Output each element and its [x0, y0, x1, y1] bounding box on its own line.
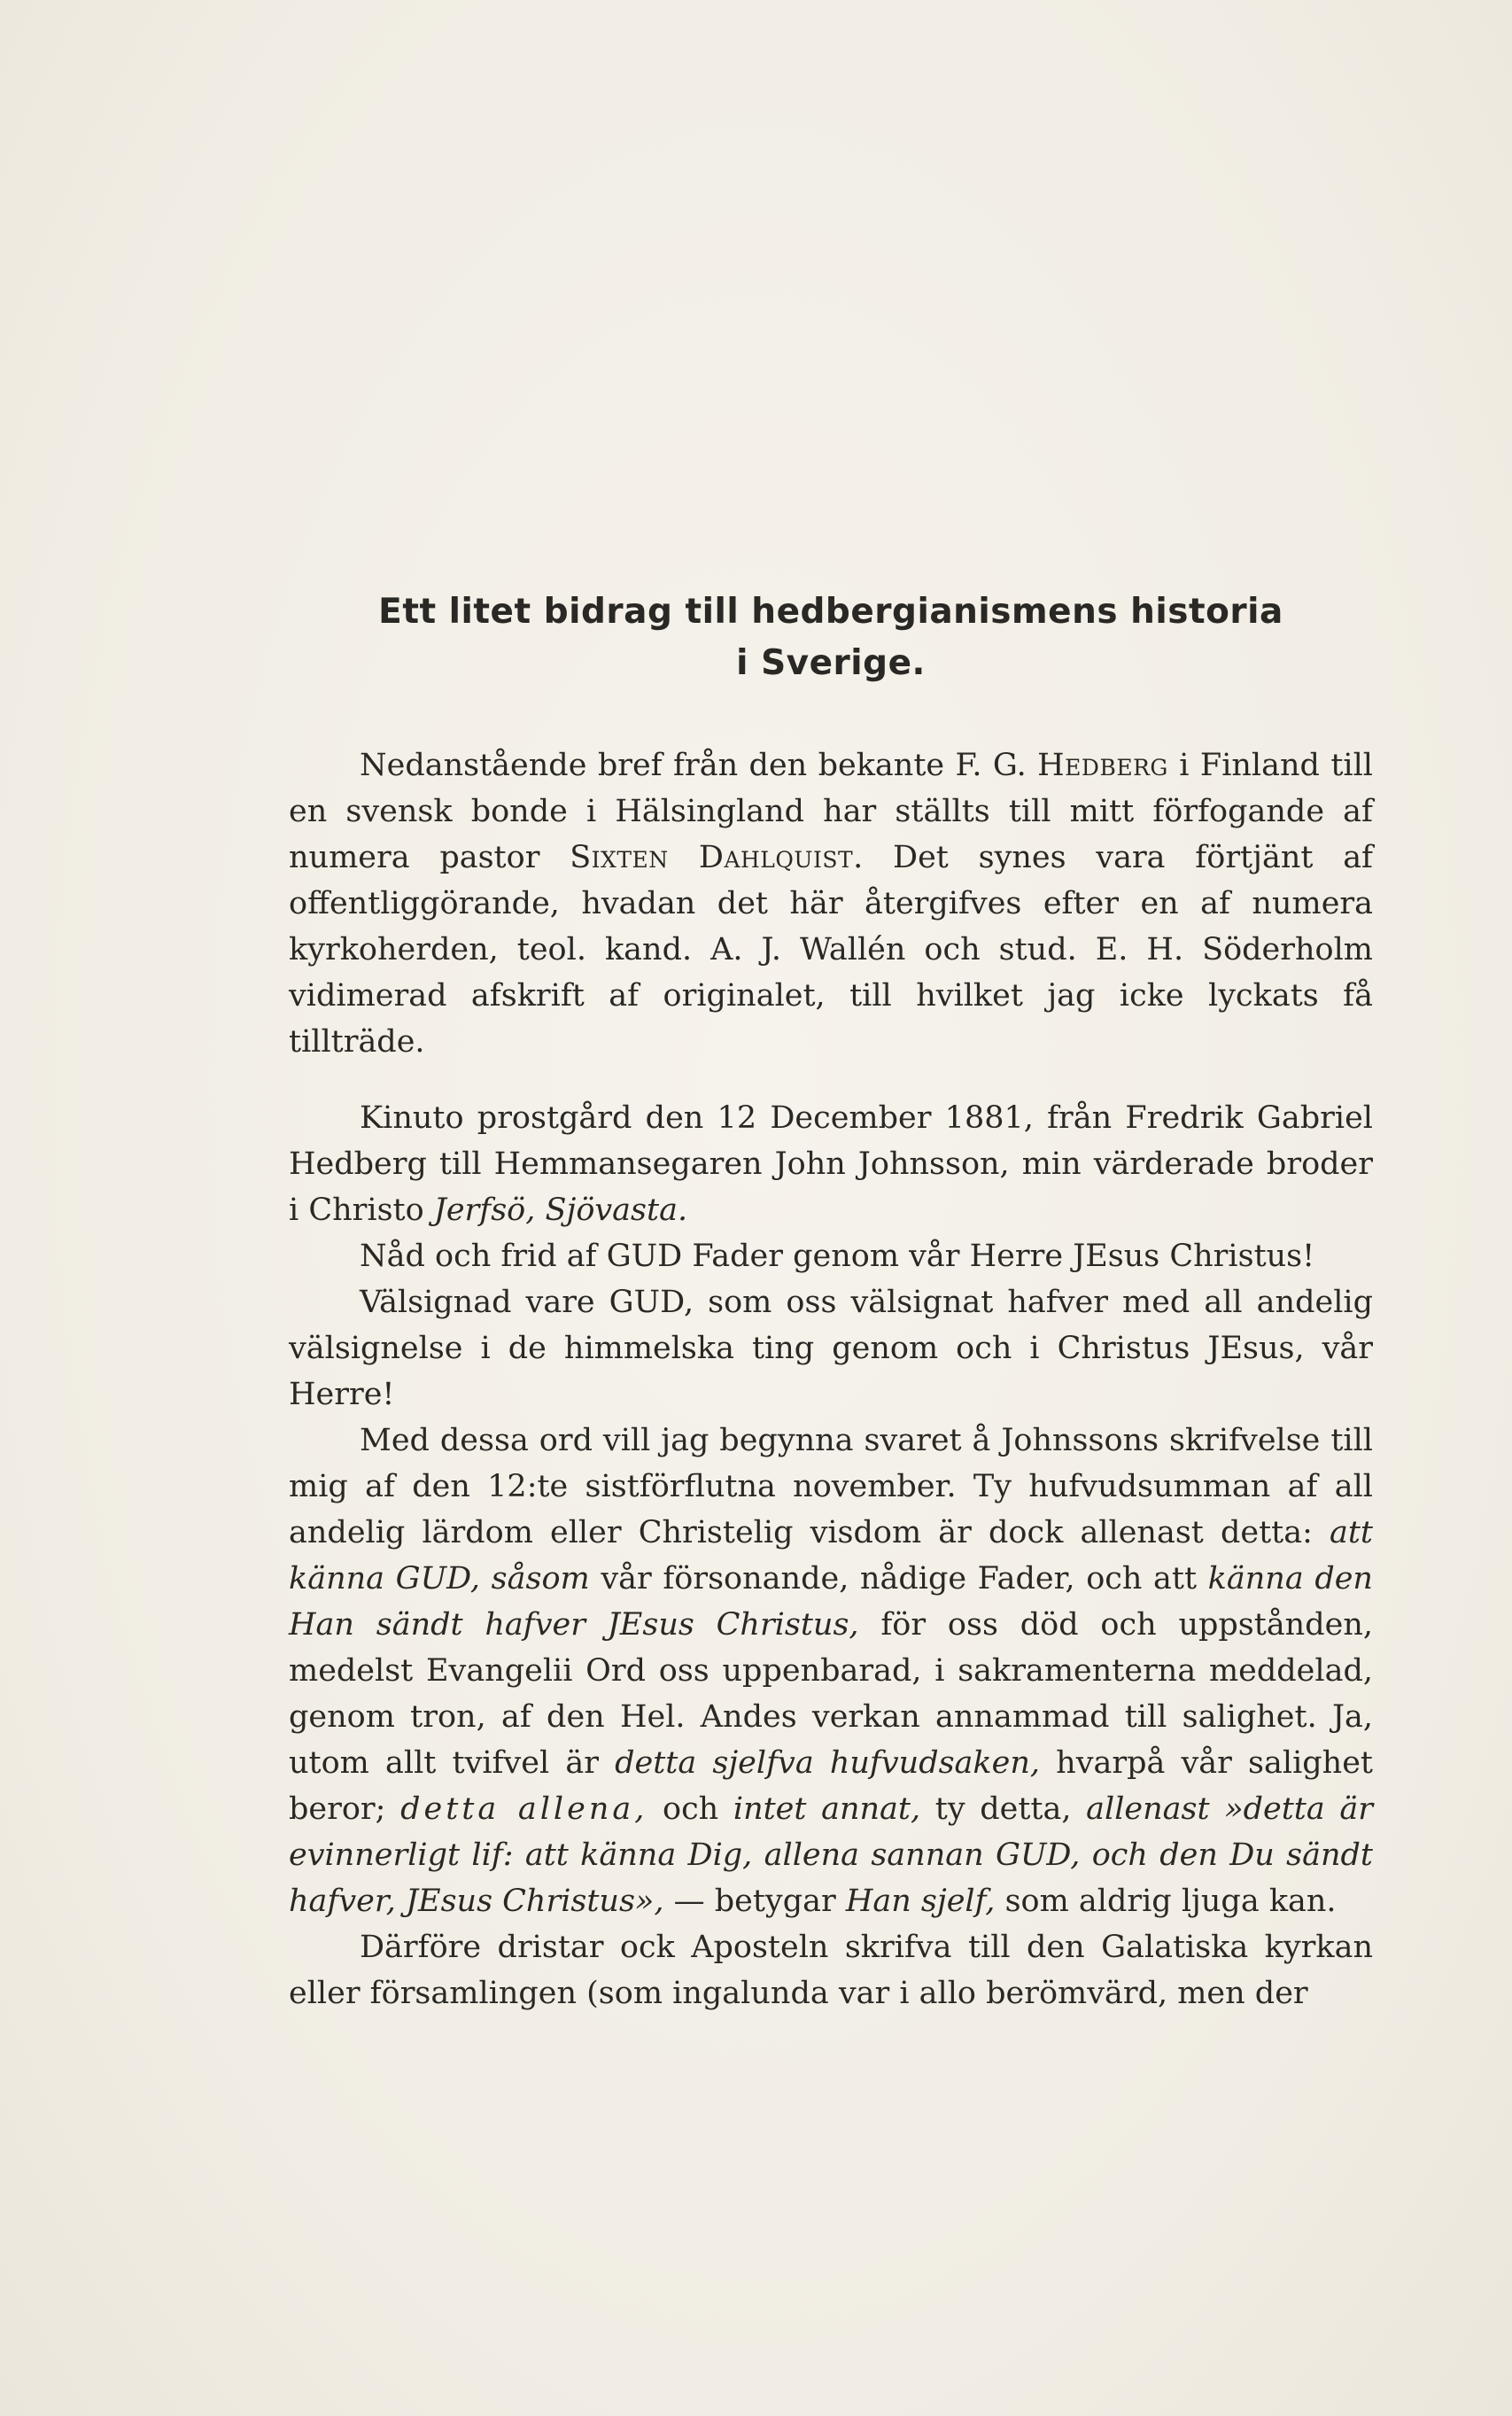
main-italic-3: detta sjelfva hufvudsaken,	[615, 1745, 1041, 1781]
last-paragraph: Därföre dristar ock Aposteln skrifva till den Galatiska kyrkan eller församlingen (som ingalunda var i allo berömvärd, men der	[289, 1930, 1373, 2011]
main-spaced-italic: detta allena,	[400, 1791, 648, 1827]
intro-paragraph	[289, 742, 1373, 1065]
title-line-1: Ett litet bidrag till hedbergianismens historia	[378, 592, 1283, 632]
main-italic-2: känna den Han sändt hafver JEsus Christus,	[289, 1561, 1373, 1643]
title-line-2: i Sverige.	[736, 643, 926, 683]
main-paragraph	[289, 1418, 1373, 1924]
article-title	[289, 587, 1373, 689]
greeting-paragraph: Nåd och frid af GUD Fader genom vår Herre JEsus Christus!	[360, 1239, 1315, 1274]
name-hedberg: Hedberg	[1037, 748, 1168, 783]
main-text-7: — betygar	[663, 1884, 846, 1919]
main-text-8: som aldrig ljuga kan.	[995, 1884, 1337, 1919]
main-text-2: vår försonande, nådige Fader, och att	[589, 1561, 1208, 1596]
main-text-6: ty detta,	[920, 1791, 1087, 1827]
main-italic-5: intet annat,	[733, 1791, 921, 1827]
letter-place: Jerfsö, Sjövasta.	[433, 1192, 688, 1228]
main-text-4: hvarpå vår salighet beror;	[289, 1745, 1373, 1827]
main-italic-6: allenast »detta är evinnerligt lif: att känna Dig, allena sannan GUD, och den Du sändt hafver, JEsus Christus»,	[289, 1791, 1373, 1919]
main-text-5: och	[647, 1791, 733, 1827]
letter-heading-paragraph	[289, 1095, 1373, 1233]
intro-text-3: . Det synes vara förtjänt af offentliggörande, hvadan det här återgifves efter en af numera kyrkoherden, teol. kand. A. J. Wallén och stud. E. H. Söderholm vidimerad afskrift af originalet, till hvilket jag icke lyckats få tillträde.	[289, 840, 1374, 1060]
intro-text-1: Nedanstående bref från den bekante F. G.	[360, 748, 1038, 783]
letter-heading-text: Kinuto prostgård den 12 December 1881, från Fredrik Gabriel Hedberg till Hemmansegaren John Johnsson, min värderade broder i Christo	[289, 1100, 1373, 1228]
intro-text-2: i Finland till en svensk bonde i Hälsingland har ställts till mitt förfogande af numera pastor	[289, 748, 1373, 875]
name-dahlquist: Sixten Dahlquist	[570, 840, 854, 875]
article-body	[289, 742, 1373, 2016]
article	[289, 567, 1373, 2016]
main-italic-7: Han sjelf,	[845, 1884, 996, 1919]
blessing-paragraph: Välsignad vare GUD, som oss välsignat hafver med all andelig välsignelse i de himmelska ting genom och i Christus JEsus, vår Herre!	[289, 1285, 1373, 1412]
main-italic-1: att känna GUD, såsom	[289, 1515, 1373, 1596]
main-text-3: för oss död och uppstånden, medelst Evangelii Ord oss uppenbarad, i sakramenterna meddelad, genom tron, af den Hel. Andes verkan annammad till salighet. Ja, utom allt tvifvel är	[289, 1607, 1374, 1781]
main-text-1: Med dessa ord vill jag begynna svaret å Johnssons skrifvelse till mig af den 12:te sistförflutna november. Ty hufvudsumman af all andelig lärdom eller Christelig visdom är dock allenast detta:	[289, 1423, 1373, 1550]
